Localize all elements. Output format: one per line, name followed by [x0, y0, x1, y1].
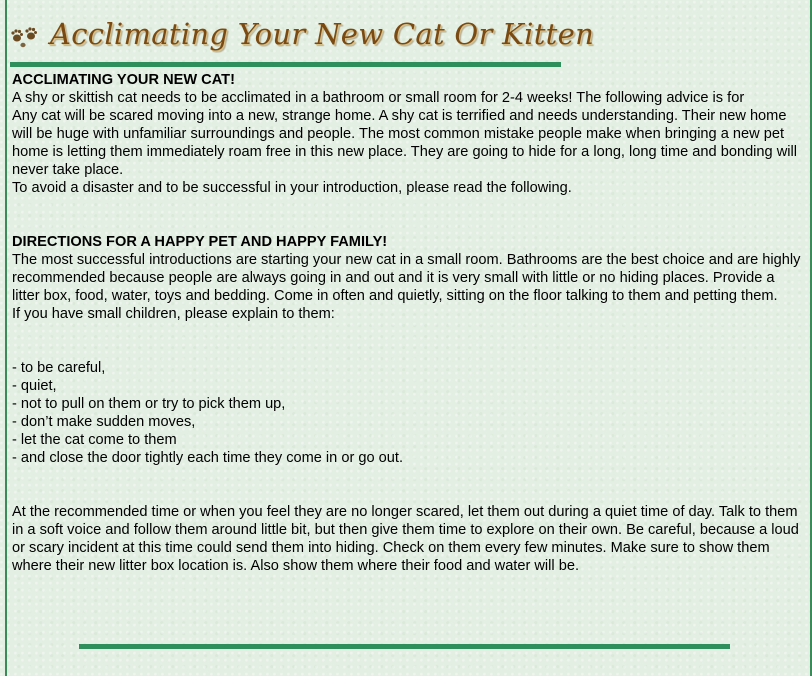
- spacer: [12, 323, 802, 341]
- children-instructions-list: [12, 359, 802, 467]
- spacer: [12, 341, 802, 359]
- list-item: - not to pull on them or try to pick them up,: [12, 396, 286, 412]
- spacer: [12, 215, 802, 233]
- scared-cat-paragraph: Any cat will be scared moving into a new, strange home. A shy cat is terrified and needs understanding. Their new home will be huge with unfamiliar surroundings and people. The most common mistake people make when bringing a new pet home is letting them immediately roam free in this new place. They are going to hide for a long, long time and bonding will never take place.: [12, 108, 797, 178]
- list-item: - and close the door tightly each time they come in or go out.: [12, 450, 404, 466]
- section-heading-directions: DIRECTIONS FOR A HAPPY PET AND HAPPY FAMILY!: [12, 234, 388, 250]
- list-item: - quiet,: [12, 378, 57, 394]
- children-intro-paragraph: If you have small children, please explain to them:: [12, 306, 335, 322]
- title-divider: [10, 62, 561, 67]
- section-heading-acclimating: ACCLIMATING YOUR NEW CAT!: [12, 72, 235, 88]
- spacer: [12, 467, 802, 485]
- bottom-divider: [79, 644, 730, 649]
- list-item: - let the cat come to them: [12, 432, 177, 448]
- page-title: Acclimating Your New Cat Or Kitten: [50, 17, 595, 51]
- avoid-disaster-paragraph: To avoid a disaster and to be successful in your introduction, please read the following.: [12, 180, 572, 196]
- small-room-paragraph: The most successful introductions are starting your new cat in a small room. Bathrooms are the best choice and are highly recommended because people are always going in and out and it is very small with little or no hiding places. Provide a litter box, food, water, toys and bedding. Come in often and quietly, sitting on the floor talking to them and petting them.: [12, 252, 801, 304]
- spacer: [12, 485, 802, 503]
- page-header: [10, 10, 594, 58]
- intro-paragraph: A shy or skittish cat needs to be acclimated in a bathroom or small room for 2-4 weeks! The following advice is for: [12, 90, 745, 106]
- list-item: - don’t make sudden moves,: [12, 414, 196, 430]
- paw-prints-icon: [10, 24, 40, 48]
- page-left-border: [5, 0, 7, 676]
- article-body: [12, 71, 802, 575]
- release-paragraph: At the recommended time or when you feel they are no longer scared, let them out during a quiet time of day. Talk to them in a soft voice and follow them around little bit, but then give them time to explore on their own. Be careful, because a loud or scary incident at this time could send them into hiding. Check on them every few minutes. Make sure to show them where their new litter box location is. Also show them where their food and water will be.: [12, 504, 799, 574]
- spacer: [12, 197, 802, 215]
- list-item: - to be careful,: [12, 360, 106, 376]
